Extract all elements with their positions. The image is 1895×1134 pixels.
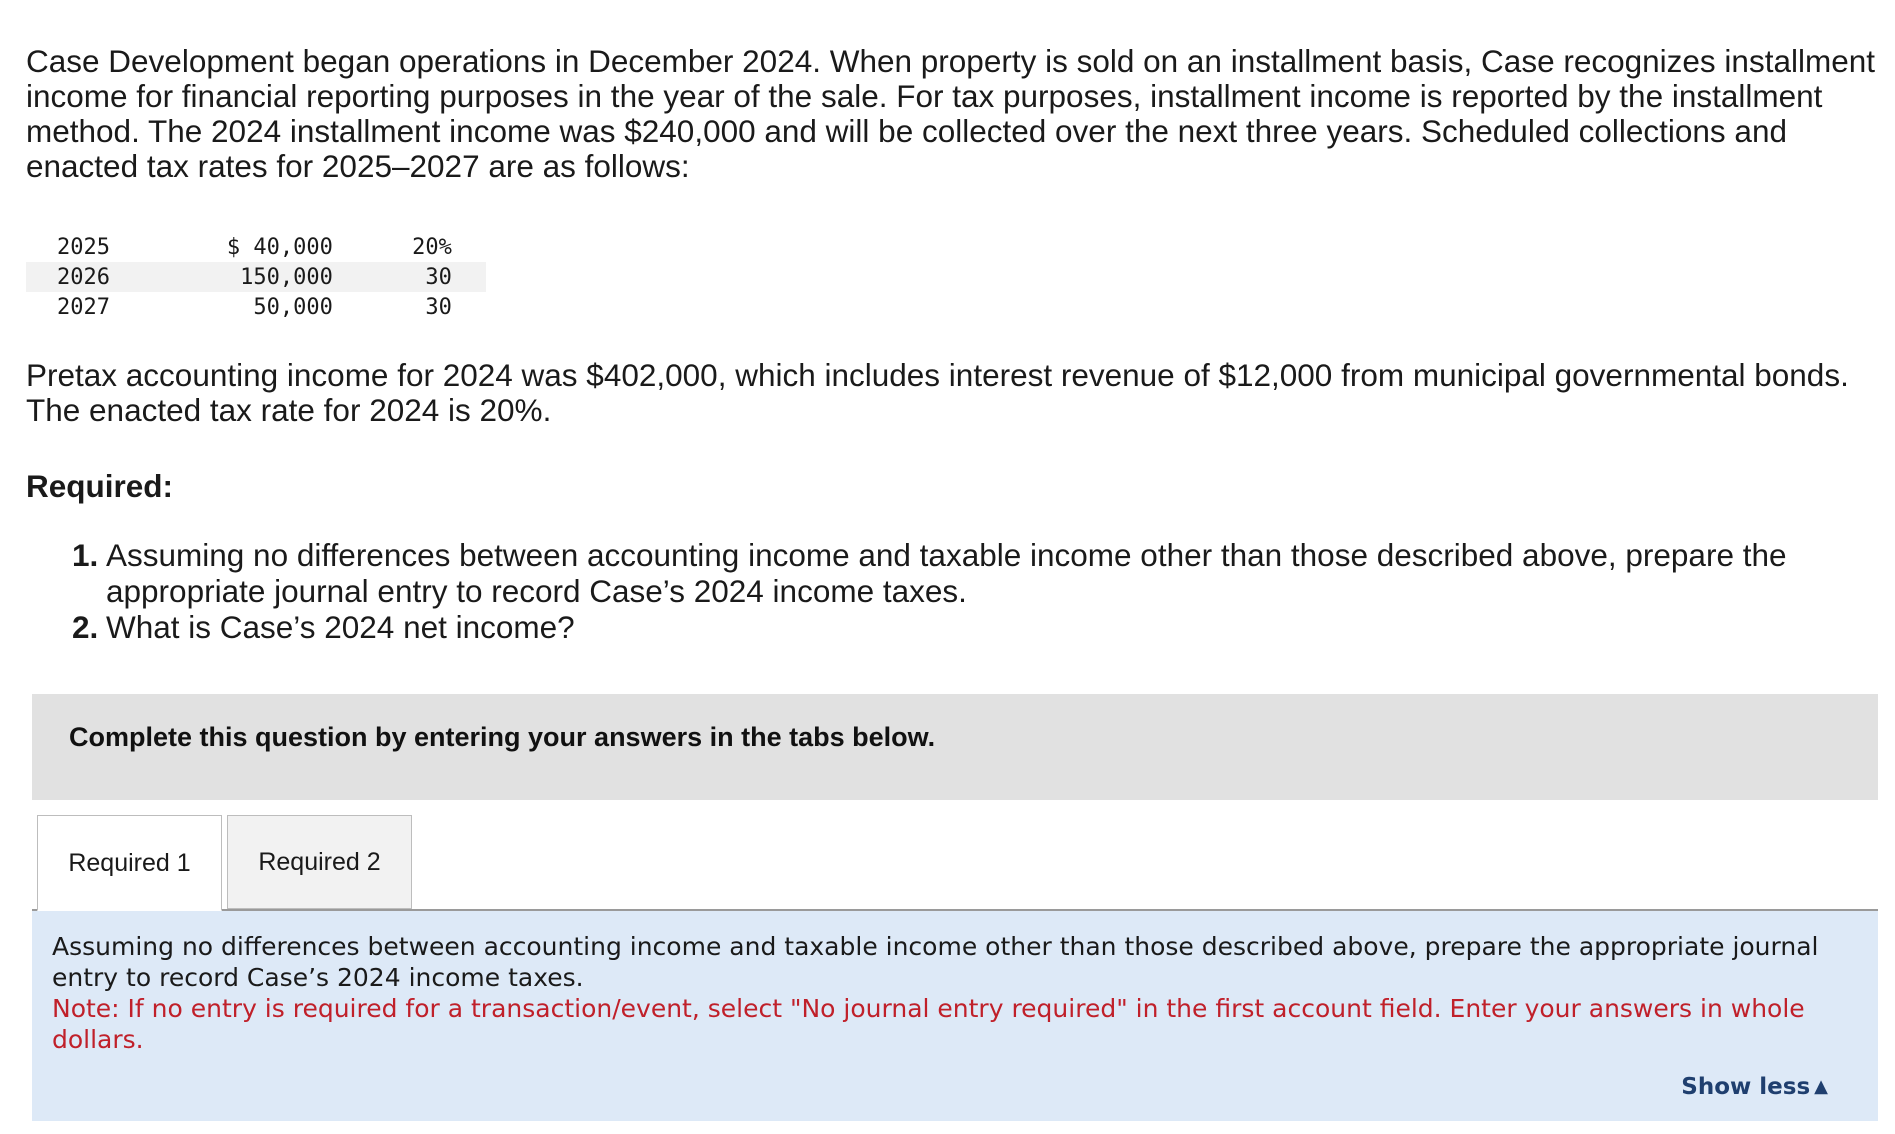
schedule-year: 2027 [57,294,110,320]
schedule-rate: 20% [412,234,452,260]
panel-note: Note: If no entry is required for a transaction/event, select "No journal entry required" in the first account field. Enter your answers in whole dollars. [52,994,1805,1054]
required-item [72,609,1872,645]
schedule-year: 2025 [57,234,110,260]
required-item [72,537,1872,609]
collections-schedule-table [26,232,486,322]
problem-intro: Case Development began operations in December 2024. When property is sold on an installment basis, Case recognizes installment income for financial reporting purposes in the year of the sale. For tax purposes, installment income is reported by the installment method. The 2024 installment income was $240,000 and will be collected over the next three years. Scheduled collections and enacted tax rates for 2025–2027 are as follows: [26,43,1875,184]
schedule-year: 2026 [26,262,172,292]
schedule-row [26,232,486,262]
schedule-rate: 30 [333,262,458,292]
tab-content-panel [32,911,1878,1121]
tab-label: Required 1 [68,848,191,877]
schedule-row [26,262,486,292]
required-item-text: What is Case’s 2024 net income? [106,609,575,645]
schedule-row [26,292,486,322]
required-heading: Required: [26,468,174,504]
triangle-up-icon: ▲ [1814,1076,1828,1097]
pretax-income-paragraph: Pretax accounting income for 2024 was $402,000, which includes interest revenue of $12,000 from municipal governmental bonds. The enacted tax rate for 2024 is 20%. [26,357,1849,428]
required-item-number: 1. [72,537,99,573]
tab-required-2[interactable] [227,815,412,909]
schedule-rate: 30 [425,294,452,320]
schedule-amount: 50,000 [253,294,333,320]
required-item-number: 2. [72,609,99,645]
schedule-amount: 150,000 [172,262,333,292]
show-less-button[interactable] [1681,1074,1828,1100]
panel-instruction: Assuming no differences between accounting income and taxable income other than those described above, prepare the appropriate journal entry to record Case’s 2024 income taxes. [52,932,1819,992]
instruction-bar [32,694,1878,800]
required-list [72,537,1872,645]
show-less-label: Show less [1681,1074,1811,1100]
required-item-text: Assuming no differences between accounting income and taxable income other than those described above, prepare the appropriate journal entry to record Case’s 2024 income taxes. [106,537,1787,609]
schedule-amount: $ 40,000 [226,234,333,260]
tab-required-1[interactable] [37,815,222,911]
instruction-text: Complete this question by entering your answers in the tabs below. [69,722,936,752]
tab-label: Required 2 [258,847,381,876]
